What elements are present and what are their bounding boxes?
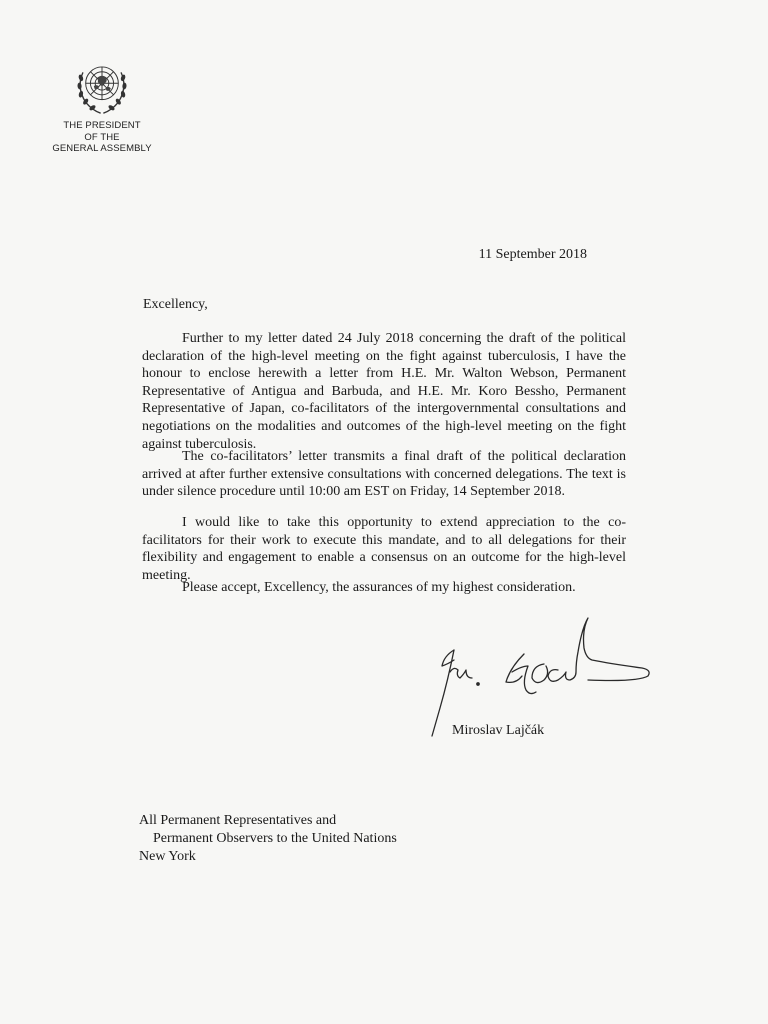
recipients-block (139, 812, 397, 866)
signer-name: Miroslav Lajčák (452, 723, 545, 738)
letterhead-line-3: GENERAL ASSEMBLY (52, 143, 152, 154)
paragraph-2: The co-facilitators’ letter transmits a final draft of the political declaration arrived at after further extensive consultations with concerned delegations. The text is under silence procedure until 10:00 am EST on Friday, 14 September 2018. (142, 449, 626, 500)
letterhead (40, 52, 164, 155)
recipients-line-2: Permanent Observers to the United Nations (153, 831, 397, 846)
paragraph-4: Please accept, Excellency, the assurances of my highest consideration. (182, 580, 576, 595)
paragraph-3: I would like to take this opportunity to extend appreciation to the co-facilitators for their work to execute this mandate, and to all delegations for their flexibility and engagement to enable a consensus on an outcome for the high-level meeting. (142, 515, 626, 583)
letter-date: 11 September 2018 (478, 247, 587, 262)
letterhead-line-1: THE PRESIDENT (63, 120, 141, 131)
letterhead-line-2: OF THE (84, 131, 120, 143)
paragraph-1: Further to my letter dated 24 July 2018 concerning the draft of the political declaration of the high-level meeting on the fight against tuberculosis, I have the honour to enclose herewith a letter from H.E. Mr. Walton Webson, Permanent Representative of Antigua and Barbuda, and H.E. Mr. Koro Bessho, Permanent Representative of Japan, co-facilitators of the intergovernmental consultations and negotiations on the modalities and outcomes of the high-level meeting on the fight against tuberculosis. (142, 331, 626, 452)
salutation: Excellency, (143, 297, 208, 312)
recipients-line-3: New York (139, 849, 196, 864)
un-emblem-icon (68, 52, 136, 120)
recipients-line-1: All Permanent Representatives and (139, 813, 337, 828)
